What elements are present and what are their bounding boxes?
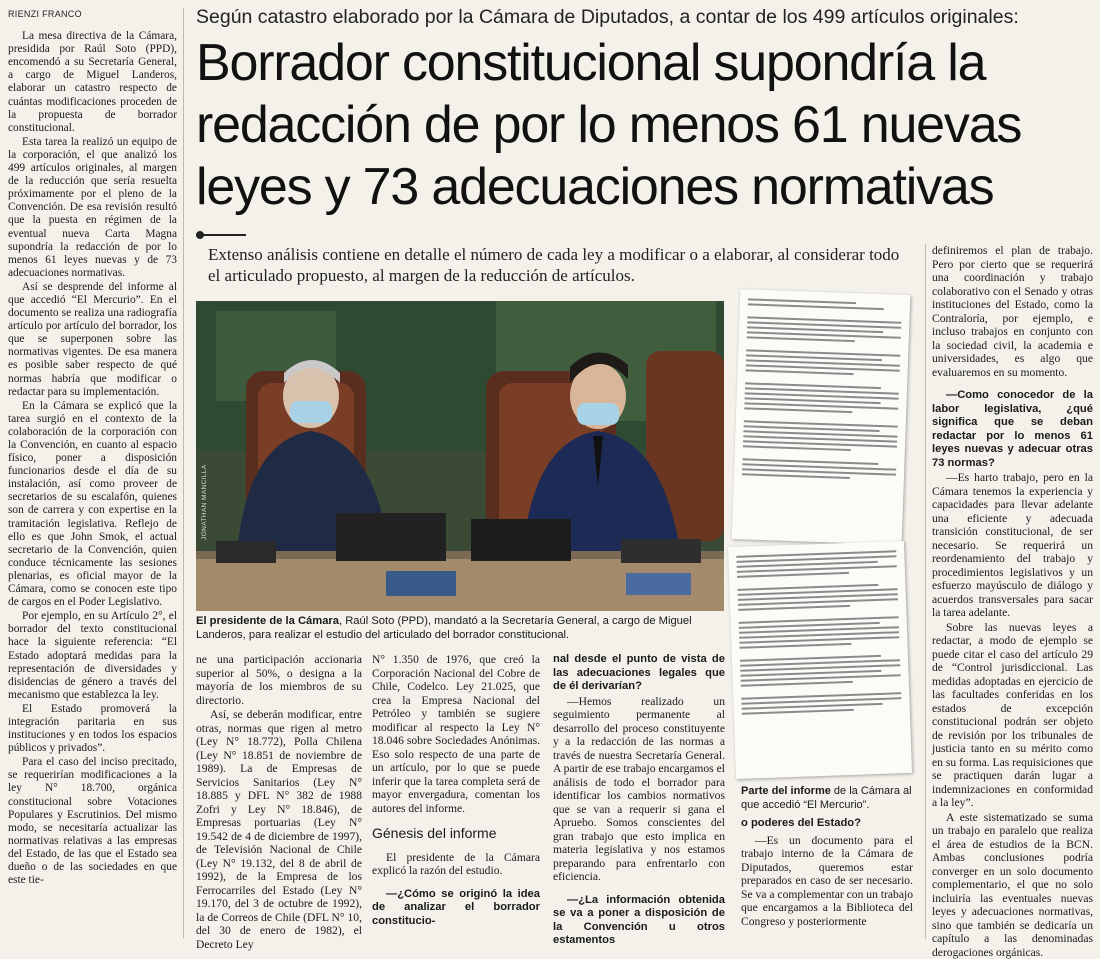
interview-question: —Como conocedor de la labor legislativa, ¿qué significa que se deban redactar por lo menos 61 leyes nuevas y adecuar otras 73 normas?	[932, 389, 1093, 470]
interview-answer: definiremos el plan de trabajo. Pero por cierto que se requerirá una coordinación y trabajo colaborativo con el Senado y otras instituciones del Estado, como la Contraloría, por ejemplo, e incluso trabajos en conjunto con la sociedad civil, la academia e universidades, es algo que evaluaremos en su momento.	[932, 244, 1093, 379]
interview-question: nal desde el punto de vista de las adecuaciones legales que de él derivarían?	[553, 653, 725, 694]
paragraph: A este sistematizado se suma un trabajo en paralelo que realiza el área de estudios de la BCN. Ambas conclusiones podría converger en un solo documento complementario, el que no solo incluiría las eventuales nuevas leyes y adecuaciones normativas, sino que también se dedicaría un capítulo a las denominadas derogaciones orgánicas.	[932, 811, 1093, 959]
paragraph: Para el caso del inciso precitado, se requerirían modificaciones a la ley N° 18.700, orgánica constitucional sobre Votaciones Populares y Escrutinios. Del mismo modo, se necesitaría actualizar las normativas relativas a las empresas del Estado, de las que el Estado sea dueño o de las sociedades en que este tie-	[8, 756, 177, 887]
paragraph: Esta tarea la realizó un equipo de la corporación, el que analizó los 499 artículos originales, al margen de la reducción que sería resuelta próximamente por el pleno de la Convención. De esa revisión resultó que la puesta en régimen de la eventual nueva Carta Magna supondría la redacción de por lo menos 61 leyes nuevas y de 73 adecuaciones normativas.	[8, 136, 177, 280]
document-caption	[741, 784, 916, 812]
body-column-5	[925, 244, 1093, 939]
photo-caption-text: , Raúl Soto (PPD), mandató a la Secretaría General, a cargo de Miguel Landeros, para realizar el estudio del articulado del borrador constitucional.	[196, 615, 692, 641]
photo-credit: JONATHAN MANCILLA	[201, 464, 208, 540]
byline: RIENZI FRANCO	[8, 8, 177, 21]
section-subhead: Génesis del informe	[372, 827, 540, 841]
body-column-4	[741, 817, 913, 939]
photo-caption	[196, 614, 724, 642]
interview-answer: —Es harto trabajo, pero en la Cámara tenemos la experiencia y capacidades para llevar adelante una eficiente y adecuada transición constitucional, de ser necesario. Se requerirá un reordenamiento del trabajo y procedimientos legislativos y un esfuerzo mayúsculo de diálogo y acuerdos transversales para sacar la tarea adelante.	[932, 471, 1093, 620]
paragraph: N° 1.350 de 1976, que creó la Corporación Nacional del Cobre de Chile, Codelco. Ley 21.025, que crea la Empresa Nacional del Petróleo y también se sugiere modificar al respecto la Ley N° 18.046 sobre Sociedades Anónimas. Eso solo respecto de una parte de un artículo, por lo que se puede inferir que la tarea completa será de mayor envergadura, comentan los autores del informe.	[372, 653, 540, 815]
photo-caption-bold: El presidente de la Cámara	[196, 615, 339, 627]
paragraph: Así se desprende del informe al que accedió “El Mercurio”. En el documento se realiza una radiografía artículo por artículo del borrador, los que se superponen sobre las normativas vigentes. De esa manera es posible saber respecto de qué normas habría que modificar o redactar para su implementación.	[8, 281, 177, 399]
interview-answer: —Hemos realizado un seguimiento permanente al desarrollo del proceso constituyente y a la redacción de las normas a través de nuestra Secretaría General. A partir de ese trabajo encargamos el análisis de todo el borrador para identificar los cambios normativos que se van a requerir si gana el Apruebo. Somos conscientes del gran trabajo que esto implica en materia legislativa y nos estamos preparando para enfrentarlo con eficiencia.	[553, 695, 725, 884]
paragraph: Sobre las nuevas leyes a redactar, a modo de ejemplo se puede citar el caso del artículo 29 de “Control jurisdiccional. Las medidas adoptadas en ejercicio de las facultades conferidas en los estados de excepción constitucional podrán ser objeto de revisión por los tribunales de justicia tanto en su mérito como en su forma. Las requisiciones que se practiquen darán lugar a indemnizaciones en conformidad a la ley”.	[932, 621, 1093, 810]
document-sheet	[728, 541, 912, 779]
report-document-image	[728, 282, 920, 780]
interview-question: —¿La información obtenida se va a poner a disposición de la Convención u otros estamentos	[553, 894, 725, 948]
deck: Extenso análisis contiene en detalle el número de cada ley a modificar o a elaborar, al considerar todo el articulado propuesto, al margen de la reducción de artículos.	[208, 244, 908, 286]
interview-question: —¿Cómo se originó la idea de analizar el borrador constitucio-	[372, 888, 540, 929]
body-column-2	[372, 653, 540, 938]
deck-marker	[196, 234, 246, 236]
headline: Borrador constitucional supondría la redacción de por lo menos 61 nuevas leyes y 73 adecuaciones normativas	[196, 32, 1096, 218]
interview-question: o poderes del Estado?	[741, 817, 913, 831]
paragraph: La mesa directiva de la Cámara, presidida por Raúl Soto (PPD), encomendó a su Secretaría General, a cargo de Miguel Landeros, elaborar un catastro respecto de cuántas modificaciones proceden de la propuesta de borrador constitucional.	[8, 30, 177, 135]
document-sheet	[732, 289, 911, 545]
paragraph: Así, se deberán modificar, entre otras, normas que rigen al metro (Ley N° 18.772), Polla Chilena (Ley N° 18.851 de noviembre de 1989). La de Empresas de Servicios Sanitarios (Ley N° 18.885 y DFL N° 382 de 1988 Zofri y Ley N° 18.846), de Empresas portuarias (Ley N° 19.542 de 4 de diciembre de 1997), de Televisión Nacional de Chile (Ley N° 19.132, del 8 de abril de 1992), de la Empresa de los Ferrocarriles del Estado (Ley N° 19.170, del 3 de octubre de 1992), la de Correos de Chile (DFL N° 10, del 30 de enero de 1982), el Decreto Ley	[196, 708, 362, 951]
interview-answer: —Es un documento para el trabajo interno de la Cámara de Diputados, queremos estar preparados en caso de ser necesario. Se va a complementar con un trabajo que encargamos a la Biblioteca del Congreso y posteriormente	[741, 834, 913, 929]
paragraph: El Estado promoverá la integración paritaria en sus instituciones y en todos los espacios públicos y privados”.	[8, 703, 177, 755]
document-caption-text: de la Cámara al que accedió “El Mercurio”.	[741, 785, 912, 811]
left-column	[8, 8, 184, 938]
chamber-photo-illustration	[196, 301, 724, 611]
chamber-photo	[196, 301, 724, 611]
body-column-3	[553, 653, 725, 938]
document-caption-bold: Parte del informe	[741, 785, 831, 797]
kicker: Según catastro elaborado por la Cámara de Diputados, a contar de los 499 artículos originales:	[196, 6, 1096, 29]
body-column-1	[196, 653, 362, 938]
paragraph: ne una participación accionaria superior al 50%, o designa a la mayoría de los miembros de su directorio.	[196, 653, 362, 707]
paragraph: El presidente de la Cámara explicó la razón del estudio.	[372, 851, 540, 878]
paragraph: En la Cámara se explicó que la tarea surgió en el contexto de la colaboración de la corporación con la Convención, en cuanto al espacio físico, poner a disposición funcionarios desde el día de su instalación, así como proveer de secretarios de su escalafón, quienes son de carrera y con expertise en la tramitación legislativa. Reflejo de ello es que John Smok, el actual secretario de la Convención, quien conduce técnicamente las sesiones plenarias, es oficial mayor de la Cámara, como se conocen este tipo de cargos en el Poder Legislativo.	[8, 400, 177, 610]
paragraph: Por ejemplo, en su Artículo 2°, el borrador del texto constitucional hace la siguiente referencia: “El Estado adoptará medidas para la representación de diversidades y disidencias de género a través del mecanismo que establezca la ley.	[8, 610, 177, 702]
